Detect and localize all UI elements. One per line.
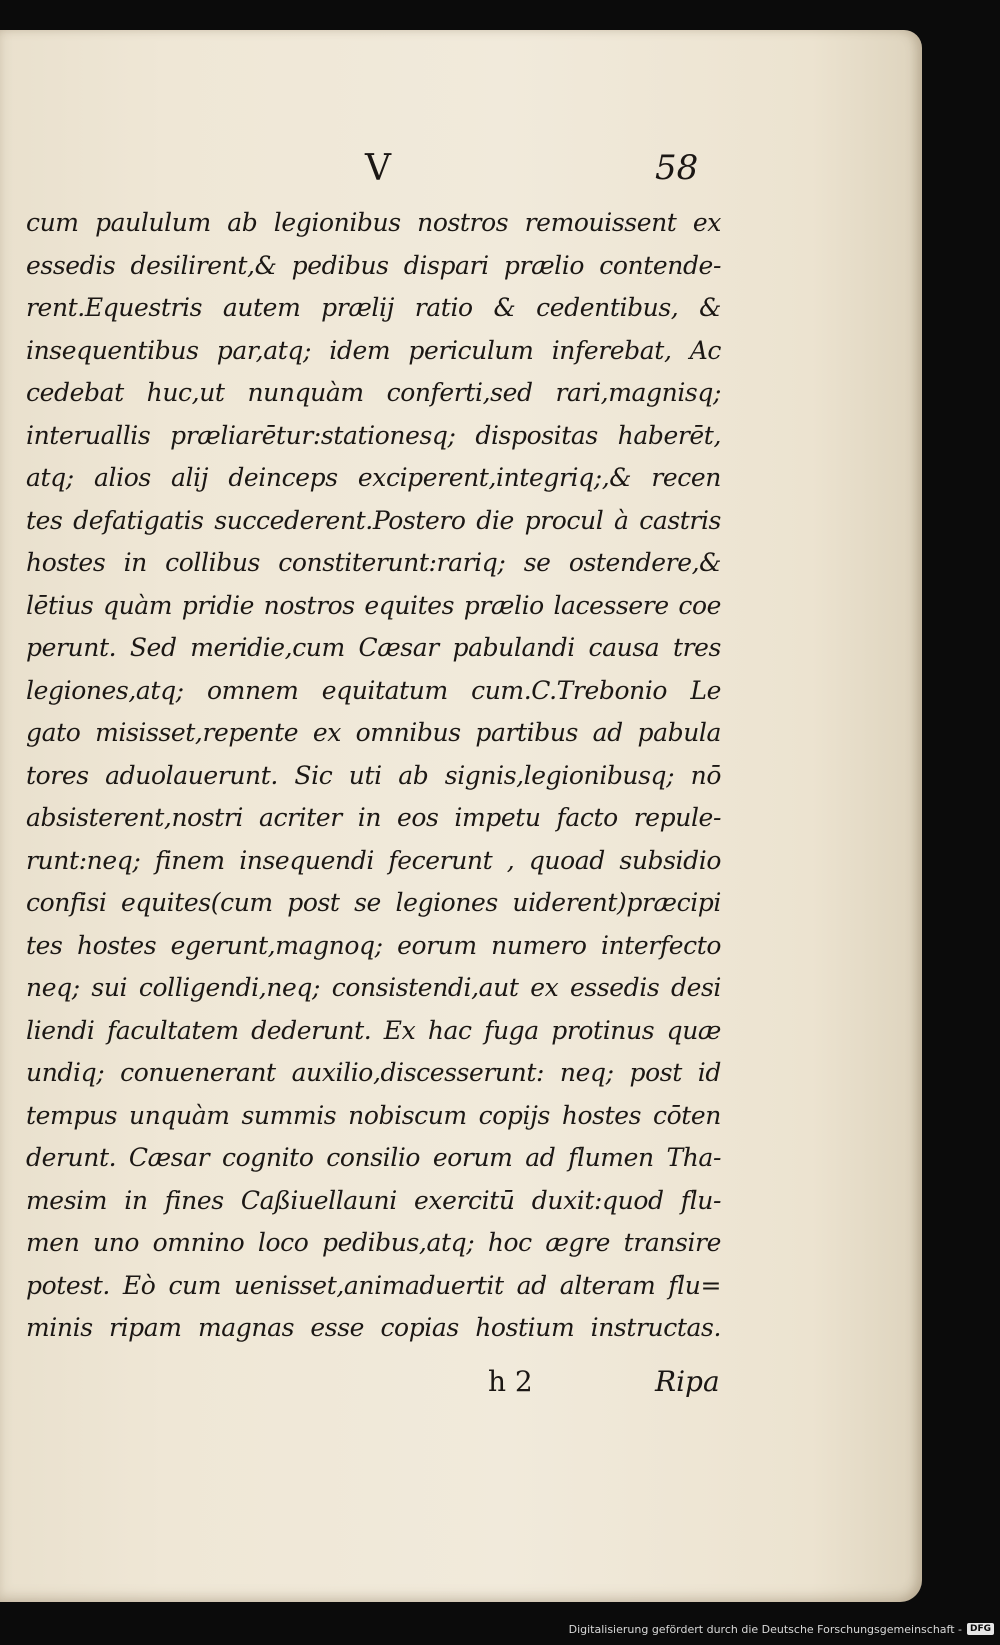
catchword: Ripa bbox=[655, 1365, 720, 1398]
text-line: men uno omnino loco pedibus,atq; hoc ægre transire bbox=[26, 1228, 721, 1257]
text-line: confisi equites(cum post se legiones uiderent)præcipi bbox=[26, 888, 721, 917]
text-line: cedebat huc,ut nunquàm conferti,sed rari,magnisq; bbox=[26, 378, 721, 407]
text-line: essedis desilirent,& pedibus dispari prælio contende- bbox=[26, 250, 721, 280]
text-line: tempus unquàm summis nobiscum copijs hostes cōten bbox=[26, 1100, 721, 1130]
folio-number: 58 bbox=[655, 148, 699, 188]
text-line: potest. Eò cum uenisset,animaduertit ad alteram flu= bbox=[26, 1270, 721, 1300]
page-header bbox=[0, 148, 922, 192]
text-line: insequentibus par,atq; idem periculum inferebat, Ac bbox=[26, 335, 721, 365]
text-line: tores aduolauerunt. Sic uti ab signis,legionibusq; nō bbox=[26, 760, 721, 790]
dfg-logo: DFG bbox=[967, 1623, 994, 1635]
signature-mark: h 2 bbox=[488, 1365, 533, 1398]
text-line: absisterent,nostri acriter in eos impetu facto repule- bbox=[26, 803, 721, 832]
text-line: lētius quàm pridie nostros equites prælio lacessere coe bbox=[26, 590, 721, 620]
digitization-credit bbox=[569, 1621, 994, 1637]
text-line: tes hostes egerunt,magnoq; eorum numero interfecto bbox=[26, 930, 721, 960]
body-text bbox=[26, 202, 721, 1350]
text-line: neq; sui colligendi,neq; consistendi,aut ex essedis desi bbox=[26, 973, 721, 1002]
text-line: minis ripam magnas esse copias hostium instructas. bbox=[26, 1313, 721, 1342]
text-line: tes defatigatis succederent.Postero die procul à castris bbox=[26, 505, 721, 535]
text-line: legiones,atq; omnem equitatum cum.C.Trebonio Le bbox=[26, 675, 721, 705]
text-line: derunt. Cæsar cognito consilio eorum ad flumen Tha- bbox=[26, 1143, 721, 1172]
text-line: rent.Equestris autem prælij ratio & cedentibus, & bbox=[26, 293, 721, 322]
running-header-letter: V bbox=[365, 148, 391, 189]
text-line: cum paululum ab legionibus nostros remouissent ex bbox=[26, 208, 721, 237]
text-line: interuallis præliarētur:stationesq; dispositas haberēt, bbox=[26, 420, 721, 450]
digitization-credit-text: Digitalisierung gefördert durch die Deutsche Forschungsgemeinschaft - bbox=[568, 1622, 962, 1636]
book-page bbox=[0, 30, 922, 1602]
text-line: gato misisset,repente ex omnibus partibus ad pabula bbox=[26, 718, 721, 747]
text-line: undiq; conuenerant auxilio,discesserunt: neq; post id bbox=[26, 1058, 721, 1087]
page-footer bbox=[0, 1365, 922, 1409]
text-line: hostes in collibus constiterunt:rariq; se ostendere,& bbox=[26, 548, 721, 577]
text-line: liendi facultatem dederunt. Ex hac fuga protinus quæ bbox=[26, 1015, 721, 1045]
text-line: atq; alios alij deinceps exciperent,integriq;,& recen bbox=[26, 463, 721, 492]
text-line: mesim in fines Caßiuellauni exercitū duxit:quod flu- bbox=[26, 1185, 721, 1215]
text-line: perunt. Sed meridie,cum Cæsar pabulandi causa tres bbox=[26, 633, 721, 662]
text-line: runt:neq; finem insequendi fecerunt , quoad subsidio bbox=[26, 845, 721, 875]
